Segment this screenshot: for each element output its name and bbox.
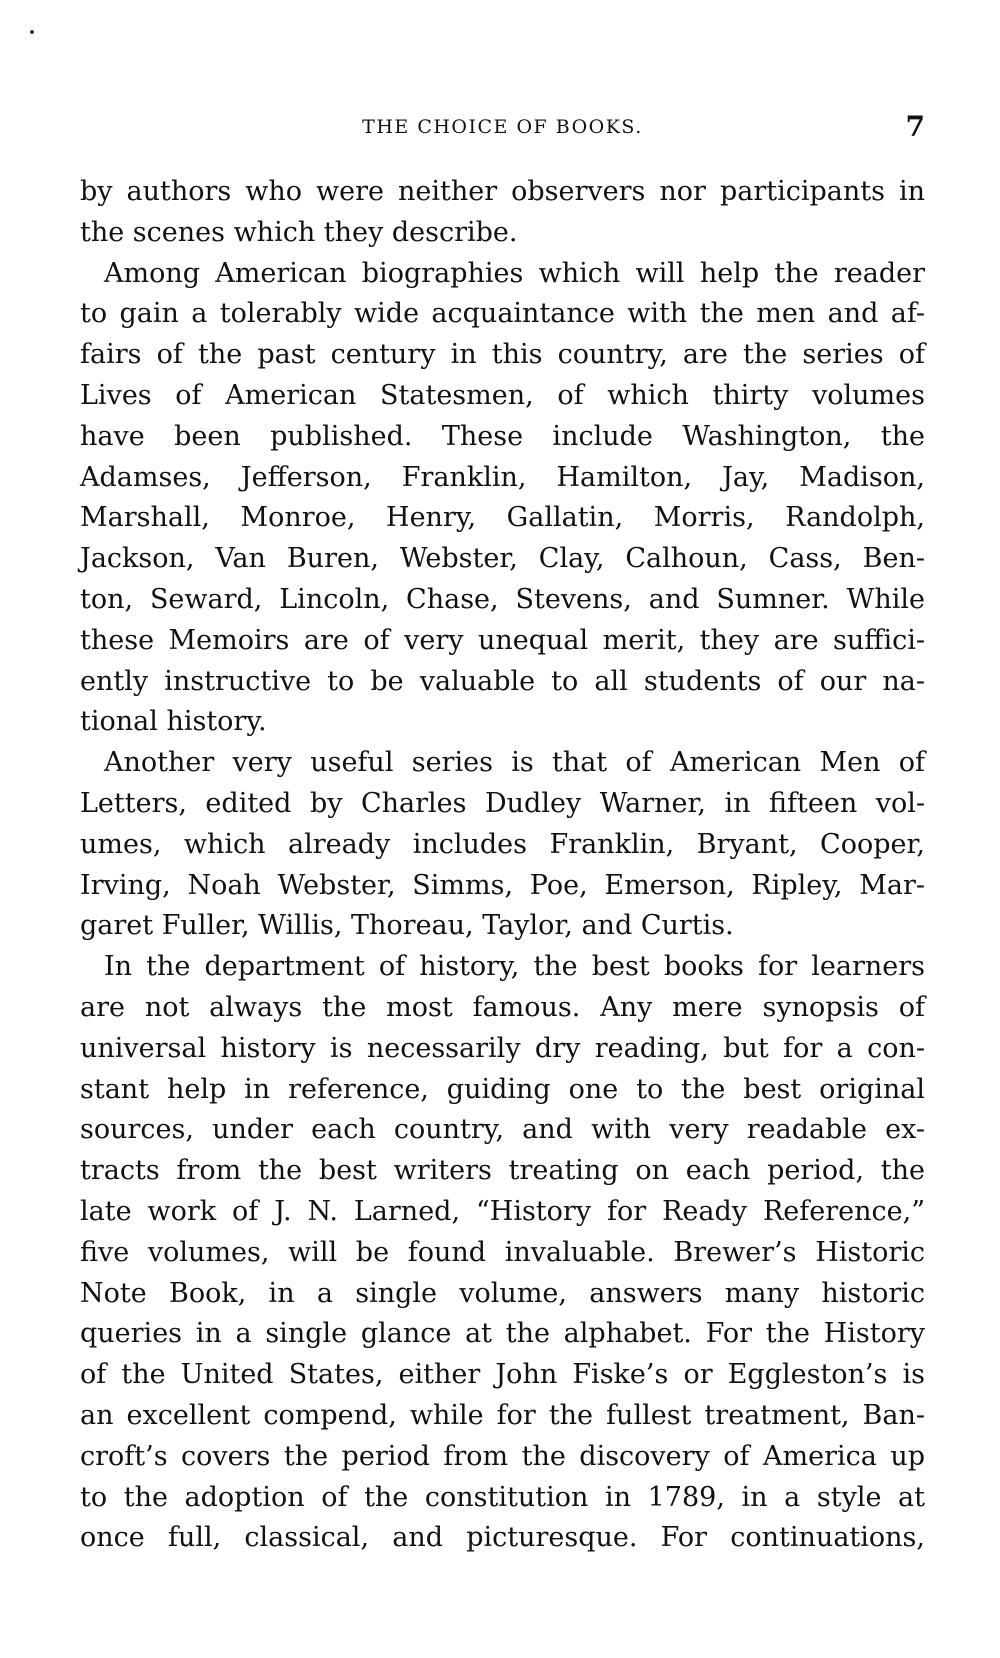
paragraph — [80, 254, 925, 744]
text-line: five volumes, will be found invaluable. Brewer’s Historic — [80, 1236, 925, 1268]
text-line: fairs of the past century in this country, are the series of — [80, 339, 925, 371]
paragraph — [80, 172, 925, 254]
text-line: Another very useful series is that of American Men of — [104, 747, 925, 779]
text-line: Adamses, Jefferson, Franklin, Hamilton, Jay, Madison, — [80, 461, 925, 493]
text-line: In the department of history, the best books for learners — [104, 951, 925, 983]
text-line: ton, Seward, Lincoln, Chase, Stevens, and Sumner. While — [80, 583, 925, 615]
text-line: Letters, edited by Charles Dudley Warner, in fifteen vol- — [80, 787, 925, 819]
paragraph — [80, 947, 925, 1559]
text-line: Lives of American Statesmen, of which thirty volumes — [80, 379, 925, 411]
text-line: universal history is necessarily dry reading, but for a con- — [80, 1032, 925, 1064]
text-line: croft’s covers the period from the discovery of America up — [80, 1440, 925, 1472]
text-line: queries in a single glance at the alphabet. For the History — [80, 1318, 925, 1350]
text-line: once full, classical, and picturesque. For continuations, — [80, 1522, 925, 1554]
text-line: Irving, Noah Webster, Simms, Poe, Emerson, Ripley, Mar- — [80, 869, 925, 901]
text-line: these Memoirs are of very unequal merit, they are suffici- — [80, 624, 925, 656]
text-line: to gain a tolerably wide acquaintance with the men and af- — [80, 298, 925, 330]
scan-speck — [30, 30, 34, 34]
text-line: to the adoption of the constitution in 1789, in a style at — [80, 1481, 925, 1513]
text-line: by authors who were neither observers nor participants in — [80, 176, 925, 207]
text-line: have been published. These include Washington, the — [80, 420, 925, 452]
text-line: an excellent compend, while for the fullest treatment, Ban- — [80, 1399, 925, 1431]
page-number: 7 — [905, 110, 925, 143]
text-line: Note Book, in a single volume, answers many historic — [80, 1277, 925, 1309]
text-line: stant help in reference, guiding one to the best original — [80, 1073, 925, 1105]
text-line: Marshall, Monroe, Henry, Gallatin, Morris, Randolph, — [80, 502, 925, 534]
page-header — [80, 110, 925, 146]
paragraph — [80, 743, 925, 947]
text-line: late work of J. N. Larned, “History for Ready Reference,” — [80, 1195, 925, 1227]
text-line: umes, which already includes Franklin, Bryant, Cooper, — [80, 828, 925, 860]
text-line: garet Fuller, Willis, Thoreau, Taylor, and Curtis. — [80, 910, 734, 942]
text-line: tracts from the best writers treating on each period, the — [80, 1155, 925, 1187]
text-line: of the United States, either John Fiske’s or Eggleston’s is — [80, 1359, 925, 1391]
text-line: Among American biographies which will help the reader — [104, 257, 925, 289]
page-body-text — [80, 172, 925, 1559]
text-line: the scenes which they describe. — [80, 216, 518, 248]
text-line: tional history. — [80, 706, 267, 738]
text-line: are not always the most famous. Any mere synopsis of — [80, 991, 925, 1023]
running-title: THE CHOICE OF BOOKS. — [362, 116, 643, 138]
text-line: Jackson, Van Buren, Webster, Clay, Calhoun, Cass, Ben- — [80, 543, 925, 575]
text-line: ently instructive to be valuable to all students of our na- — [80, 665, 925, 697]
text-line: sources, under each country, and with very readable ex- — [80, 1114, 925, 1146]
